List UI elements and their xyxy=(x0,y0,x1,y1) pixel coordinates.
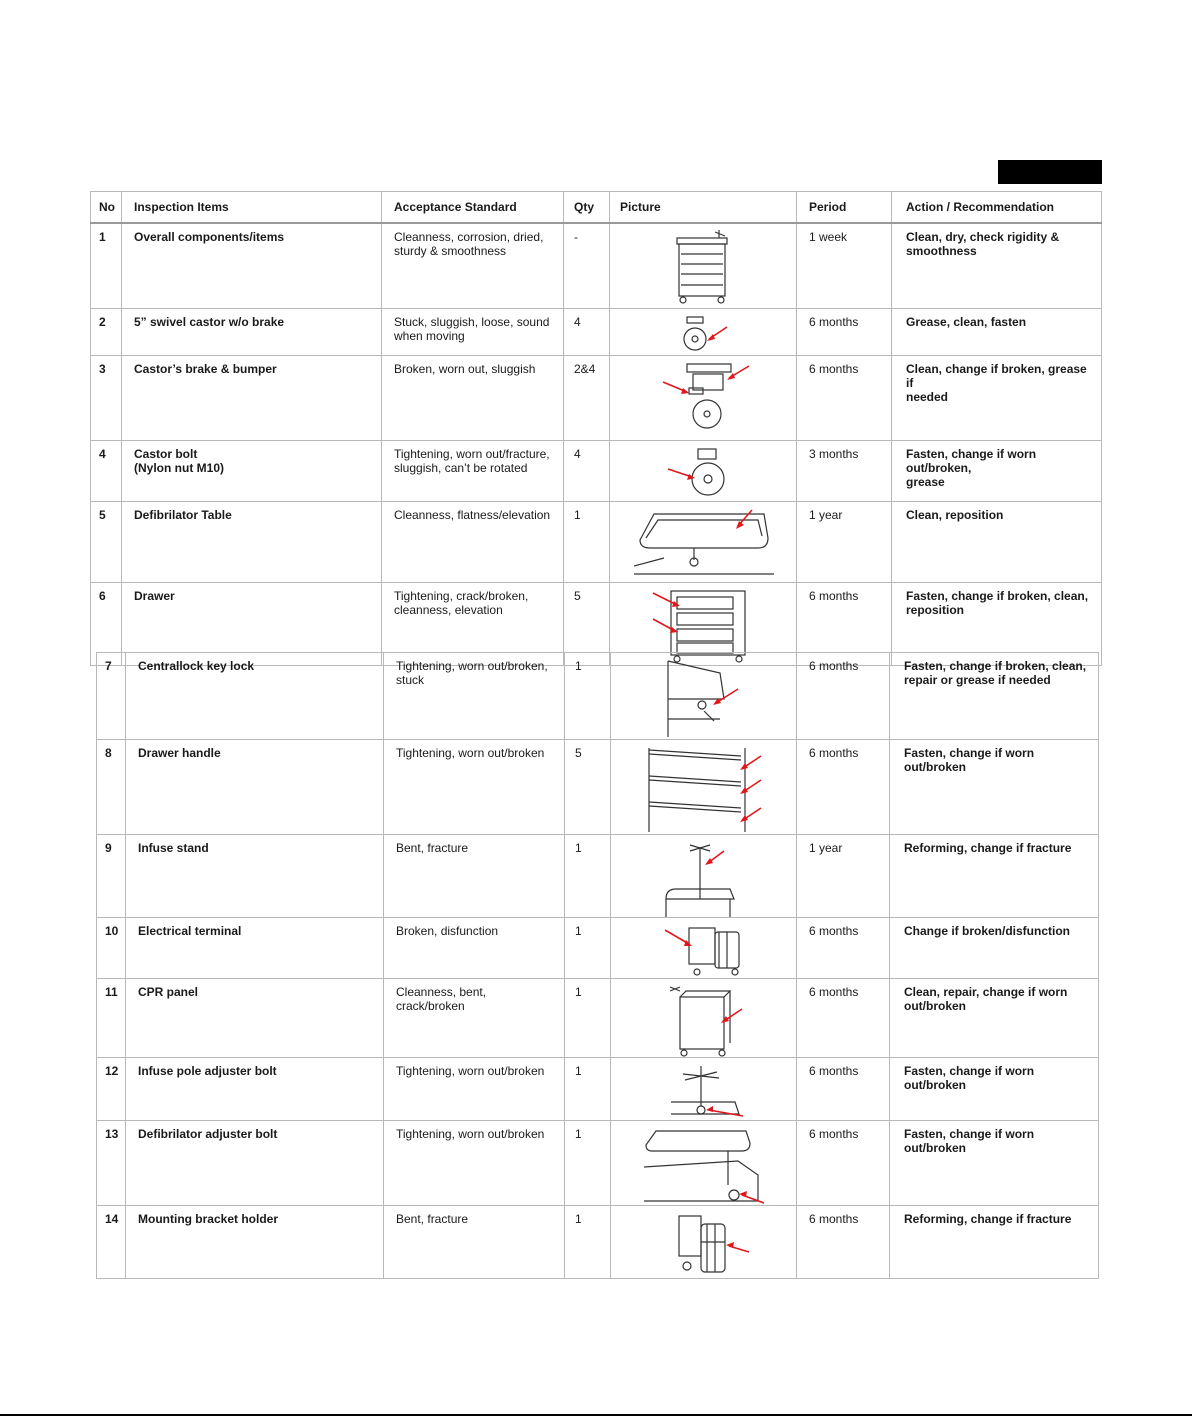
row-standard: Cleanness, corrosion, dried, sturdy & smoothness xyxy=(382,223,564,309)
row-item: Drawer handle xyxy=(126,740,384,835)
row-no: 14 xyxy=(97,1206,126,1279)
row-qty: 1 xyxy=(565,653,611,740)
row-standard: Broken, worn out, sluggish xyxy=(382,356,564,441)
row-no: 8 xyxy=(97,740,126,835)
row-qty: 5 xyxy=(564,583,610,666)
row-action: Clean, repair, change if worn out/broken xyxy=(890,979,1099,1058)
row-action: Fasten, change if worn out/broken xyxy=(890,1121,1099,1206)
row-qty: 2&4 xyxy=(564,356,610,441)
header-period: Period xyxy=(797,192,892,224)
row-action: Reforming, change if fracture xyxy=(890,1206,1099,1279)
row-no: 5 xyxy=(91,502,122,583)
row-standard: Tightening, worn out/broken, stuck xyxy=(384,653,565,740)
row-period: 3 months xyxy=(797,441,892,502)
row-period: 6 months xyxy=(797,740,890,835)
row-qty: 1 xyxy=(565,835,611,918)
row-qty: 5 xyxy=(565,740,611,835)
table-row xyxy=(97,835,1099,918)
table-header-row xyxy=(91,192,1102,224)
row-qty: 1 xyxy=(565,918,611,979)
header-action: Action / Recommendation xyxy=(892,192,1102,224)
row-action: Grease, clean, fasten xyxy=(892,309,1102,356)
row-standard: Cleanness, bent, crack/broken xyxy=(384,979,565,1058)
row-item: Drawer xyxy=(122,583,382,666)
row-qty: 4 xyxy=(564,309,610,356)
header-qty: Qty xyxy=(564,192,610,224)
header-picture: Picture xyxy=(610,192,797,224)
row-action: Clean, dry, check rigidity & smoothness xyxy=(892,223,1102,309)
row-action: Fasten, change if worn out/broken xyxy=(890,740,1099,835)
defibrillator-table-icon xyxy=(610,502,797,583)
row-no: 12 xyxy=(97,1058,126,1121)
row-period: 1 week xyxy=(797,223,892,309)
row-qty: 1 xyxy=(565,1121,611,1206)
row-item: Castor bolt (Nylon nut M10) xyxy=(122,441,382,502)
row-period: 1 year xyxy=(797,835,890,918)
row-standard: Tightening, worn out/broken xyxy=(384,1058,565,1121)
row-item: Overall components/items xyxy=(122,223,382,309)
row-period: 6 months xyxy=(797,1206,890,1279)
row-item: Electrical terminal xyxy=(126,918,384,979)
row-item: Defibrilator adjuster bolt xyxy=(126,1121,384,1206)
row-action: Clean, reposition xyxy=(892,502,1102,583)
row-item: CPR panel xyxy=(126,979,384,1058)
row-item: Castor’s brake & bumper xyxy=(122,356,382,441)
inspection-table-part-2 xyxy=(96,652,1099,1279)
row-standard: Broken, disfunction xyxy=(384,918,565,979)
row-period: 6 months xyxy=(797,979,890,1058)
row-action: Reforming, change if fracture xyxy=(890,835,1099,918)
infuse-stand-icon xyxy=(611,835,797,918)
row-qty: - xyxy=(564,223,610,309)
row-period: 6 months xyxy=(797,1058,890,1121)
row-period: 6 months xyxy=(797,1121,890,1206)
pole-adjuster-icon xyxy=(611,1058,797,1121)
row-no: 10 xyxy=(97,918,126,979)
row-no: 13 xyxy=(97,1121,126,1206)
row-standard: Tightening, worn out/fracture, sluggish, can’t be rotated xyxy=(382,441,564,502)
inspection-table-part-1 xyxy=(90,191,1102,666)
row-standard: Tightening, worn out/broken xyxy=(384,740,565,835)
table-row xyxy=(97,979,1099,1058)
row-item: 5” swivel castor w/o brake xyxy=(122,309,382,356)
row-action: Fasten, change if broken, clean, reposition xyxy=(892,583,1102,666)
row-period: 6 months xyxy=(797,309,892,356)
row-standard: Tightening, crack/broken, cleanness, elevation xyxy=(382,583,564,666)
table-row xyxy=(91,441,1102,502)
table-row xyxy=(97,740,1099,835)
row-standard: Cleanness, flatness/elevation xyxy=(382,502,564,583)
row-standard: Tightening, worn out/broken xyxy=(384,1121,565,1206)
row-item: Defibrilator Table xyxy=(122,502,382,583)
row-standard: Bent, fracture xyxy=(384,1206,565,1279)
header-no: No xyxy=(91,192,122,224)
row-no: 9 xyxy=(97,835,126,918)
table-row xyxy=(91,502,1102,583)
row-qty: 1 xyxy=(565,979,611,1058)
row-no: 4 xyxy=(91,441,122,502)
swivel-castor-icon xyxy=(610,309,797,356)
row-action: Fasten, change if worn out/broken xyxy=(890,1058,1099,1121)
row-no: 7 xyxy=(97,653,126,740)
row-action: Clean, change if broken, grease if needed xyxy=(892,356,1102,441)
row-item: Infuse pole adjuster bolt xyxy=(126,1058,384,1121)
row-action: Fasten, change if worn out/broken, grease xyxy=(892,441,1102,502)
row-no: 6 xyxy=(91,583,122,666)
row-no: 11 xyxy=(97,979,126,1058)
cart-overview-icon xyxy=(610,223,797,309)
header-black-tab xyxy=(998,160,1102,184)
row-item: Mounting bracket holder xyxy=(126,1206,384,1279)
row-period: 6 months xyxy=(797,583,892,666)
table-row xyxy=(97,653,1099,740)
row-no: 2 xyxy=(91,309,122,356)
row-no: 1 xyxy=(91,223,122,309)
page-bottom-rule xyxy=(0,1414,1192,1416)
row-item: Infuse stand xyxy=(126,835,384,918)
row-action: Fasten, change if broken, clean, repair or grease if needed xyxy=(890,653,1099,740)
row-qty: 1 xyxy=(564,502,610,583)
row-period: 6 months xyxy=(797,356,892,441)
drawer-handle-icon xyxy=(611,740,797,835)
row-standard: Stuck, sluggish, loose, sound when moving xyxy=(382,309,564,356)
table-row xyxy=(97,1121,1099,1206)
row-qty: 1 xyxy=(565,1058,611,1121)
header-acceptance-standard: Acceptance Standard xyxy=(382,192,564,224)
row-period: 6 months xyxy=(797,653,890,740)
castor-bolt-icon xyxy=(610,441,797,502)
mounting-bracket-icon xyxy=(611,1206,797,1279)
electrical-terminal-icon xyxy=(611,918,797,979)
defibrillator-adjuster-icon xyxy=(611,1121,797,1206)
table-row xyxy=(91,356,1102,441)
row-action: Change if broken/disfunction xyxy=(890,918,1099,979)
row-no: 3 xyxy=(91,356,122,441)
table-row xyxy=(97,1206,1099,1279)
table-row xyxy=(97,918,1099,979)
row-qty: 4 xyxy=(564,441,610,502)
key-lock-icon xyxy=(611,653,797,740)
table-row xyxy=(91,223,1102,309)
row-qty: 1 xyxy=(565,1206,611,1279)
header-inspection-items: Inspection Items xyxy=(122,192,382,224)
castor-brake-icon xyxy=(610,356,797,441)
row-period: 1 year xyxy=(797,502,892,583)
row-period: 6 months xyxy=(797,918,890,979)
table-row xyxy=(91,309,1102,356)
row-standard: Bent, fracture xyxy=(384,835,565,918)
row-item: Centrallock key lock xyxy=(126,653,384,740)
cpr-panel-icon xyxy=(611,979,797,1058)
table-row xyxy=(97,1058,1099,1121)
